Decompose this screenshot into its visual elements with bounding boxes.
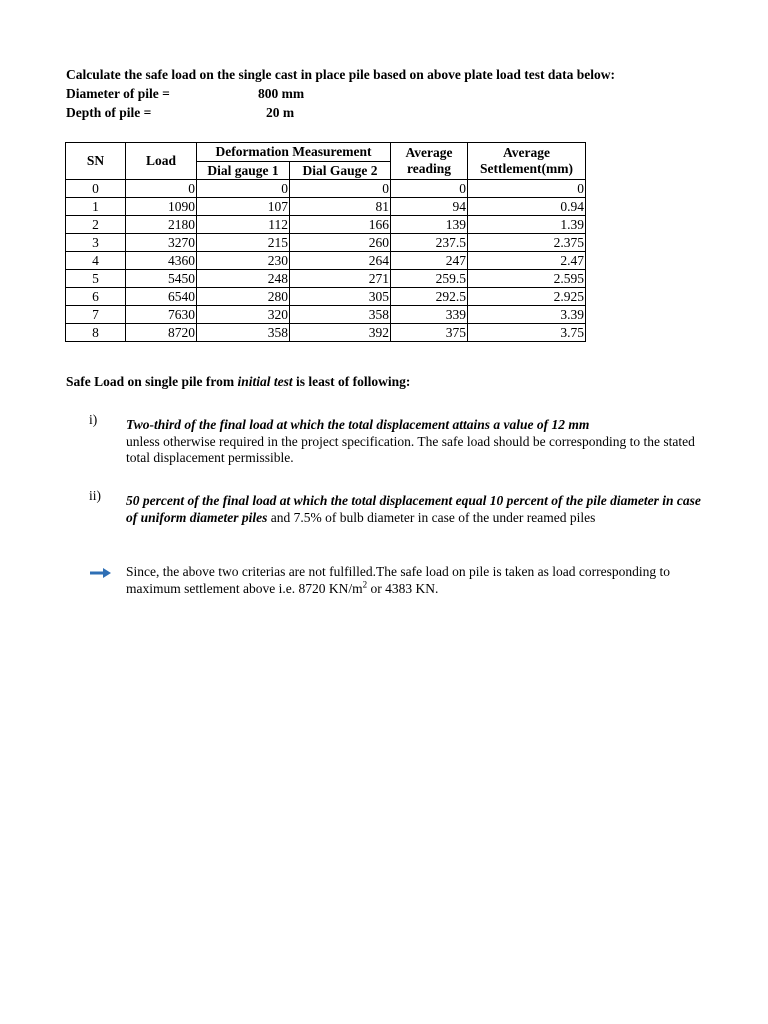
criterion-2-text — [126, 493, 706, 526]
cell-gauge-1: 112 — [197, 216, 290, 234]
criterion-2-bold: 50 percent of the final load at which the total displacement equal 10 percent of the pile diameter in case of uniform diameter piles — [126, 493, 701, 525]
cell-average-reading: 259.5 — [391, 270, 468, 288]
criterion-1-rest: unless otherwise required in the project specification. The safe load should be corresponding to the stated total displacement permissible. — [126, 433, 695, 465]
header-average-reading-line1: Average — [405, 145, 453, 160]
cell-gauge-2: 260 — [290, 234, 391, 252]
table-row — [66, 270, 586, 288]
table-row — [66, 180, 586, 198]
cell-gauge-2: 264 — [290, 252, 391, 270]
cell-average-settlement: 3.39 — [468, 306, 586, 324]
cell-average-settlement: 2.595 — [468, 270, 586, 288]
cell-load: 7630 — [126, 306, 197, 324]
cell-average-settlement: 0.94 — [468, 198, 586, 216]
cell-average-reading: 375 — [391, 324, 468, 342]
conclusion-superscript: 2 — [362, 579, 368, 589]
cell-gauge-2: 81 — [290, 198, 391, 216]
header-deformation: Deformation Measurement — [197, 143, 391, 162]
header-average-settlement-line1: Average — [503, 145, 550, 160]
cell-load: 6540 — [126, 288, 197, 306]
cell-average-settlement: 2.47 — [468, 252, 586, 270]
cell-average-reading: 139 — [391, 216, 468, 234]
header-average-settlement — [468, 143, 586, 180]
table-row — [66, 234, 586, 252]
table-row — [66, 198, 586, 216]
cell-sn: 4 — [66, 252, 126, 270]
cell-load: 5450 — [126, 270, 197, 288]
cell-gauge-1: 107 — [197, 198, 290, 216]
cell-load: 1090 — [126, 198, 197, 216]
cell-gauge-2: 305 — [290, 288, 391, 306]
header-gauge-1: Dial gauge 1 — [197, 161, 290, 180]
criterion-1-number: i) — [89, 412, 98, 427]
cell-gauge-1: 358 — [197, 324, 290, 342]
cell-load: 4360 — [126, 252, 197, 270]
cell-average-settlement: 0 — [468, 180, 586, 198]
conclusion-part-1: Since, the above two criterias are not fulfilled.The safe load on pile is taken as load corresponding to maximum settlement above i.e. 8720 KN/m — [126, 564, 670, 596]
header-average-reading-line2: reading — [406, 161, 451, 176]
cell-sn: 2 — [66, 216, 126, 234]
header-gauge-2: Dial Gauge 2 — [290, 161, 391, 180]
depth-label: Depth of pile = — [66, 105, 152, 120]
table-row — [66, 216, 586, 234]
criterion-1-text — [126, 417, 706, 467]
cell-gauge-1: 248 — [197, 270, 290, 288]
table-body — [66, 180, 586, 342]
cell-average-reading: 237.5 — [391, 234, 468, 252]
load-test-table — [65, 142, 586, 342]
cell-average-reading: 94 — [391, 198, 468, 216]
cell-gauge-1: 320 — [197, 306, 290, 324]
cell-gauge-2: 358 — [290, 306, 391, 324]
cell-sn: 6 — [66, 288, 126, 306]
header-load: Load — [126, 143, 197, 180]
cell-average-settlement: 1.39 — [468, 216, 586, 234]
header-sn: SN — [66, 143, 126, 180]
cell-gauge-1: 215 — [197, 234, 290, 252]
page-title: Calculate the safe load on the single cast in place pile based on above plate load test data below: — [66, 67, 615, 82]
right-arrow-icon — [90, 567, 112, 579]
cell-load: 8720 — [126, 324, 197, 342]
cell-gauge-1: 230 — [197, 252, 290, 270]
cell-gauge-1: 280 — [197, 288, 290, 306]
cell-gauge-2: 166 — [290, 216, 391, 234]
cell-average-reading: 292.5 — [391, 288, 468, 306]
criterion-2-rest: and 7.5% of bulb diameter in case of the under reamed piles — [267, 509, 596, 525]
cell-sn: 0 — [66, 180, 126, 198]
conclusion-part-2: or 4383 KN. — [367, 580, 439, 596]
cell-sn: 3 — [66, 234, 126, 252]
cell-sn: 1 — [66, 198, 126, 216]
cell-average-settlement: 3.75 — [468, 324, 586, 342]
header-average-settlement-line2: Settlement(mm) — [480, 161, 573, 176]
criterion-2-number: ii) — [89, 488, 101, 503]
cell-average-settlement: 2.925 — [468, 288, 586, 306]
cell-load: 2180 — [126, 216, 197, 234]
depth-value: 20 m — [266, 105, 295, 120]
table-row — [66, 252, 586, 270]
diameter-label: Diameter of pile = — [66, 86, 170, 101]
table-header-row — [66, 143, 586, 162]
cell-sn: 8 — [66, 324, 126, 342]
cell-gauge-2: 271 — [290, 270, 391, 288]
conclusion-text — [126, 564, 706, 597]
safe-load-heading — [66, 374, 410, 390]
cell-average-reading: 0 — [391, 180, 468, 198]
table-row — [66, 306, 586, 324]
safe-load-heading-suffix: is least of following: — [292, 374, 411, 389]
criterion-1-bold: Two-third of the final load at which the total displacement attains a value of 12 mm — [126, 417, 590, 432]
cell-average-settlement: 2.375 — [468, 234, 586, 252]
cell-gauge-2: 392 — [290, 324, 391, 342]
table-row — [66, 288, 586, 306]
cell-sn: 5 — [66, 270, 126, 288]
safe-load-heading-italic: initial test — [237, 374, 293, 389]
cell-gauge-2: 0 — [290, 180, 391, 198]
table-row — [66, 324, 586, 342]
cell-sn: 7 — [66, 306, 126, 324]
cell-average-reading: 339 — [391, 306, 468, 324]
header-average-reading — [391, 143, 468, 180]
cell-load: 3270 — [126, 234, 197, 252]
cell-gauge-1: 0 — [197, 180, 290, 198]
cell-load: 0 — [126, 180, 197, 198]
diameter-value: 800 mm — [258, 86, 305, 101]
cell-average-reading: 247 — [391, 252, 468, 270]
safe-load-heading-prefix: Safe Load on single pile from — [66, 374, 238, 389]
